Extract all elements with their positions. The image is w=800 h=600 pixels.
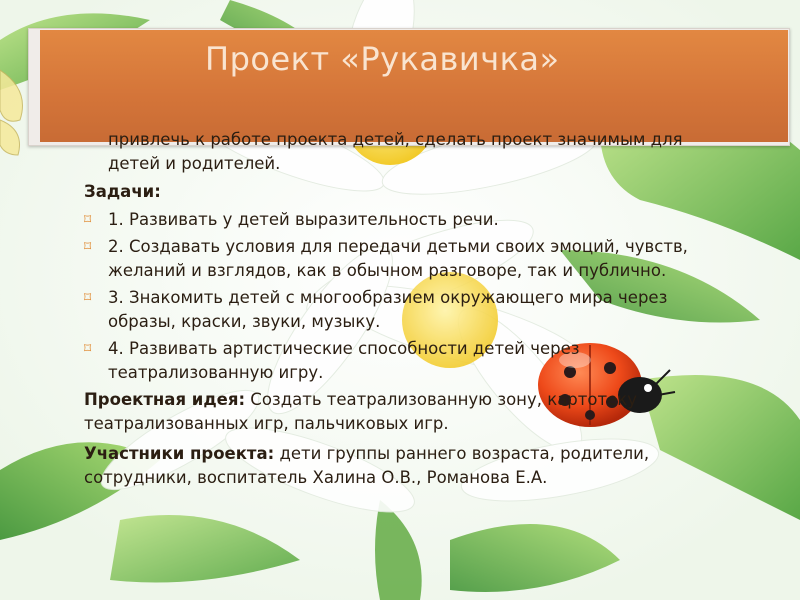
project-participants (84, 442, 724, 490)
task-item (84, 286, 724, 334)
project-idea-label: Проектная идея: (84, 390, 246, 409)
slide-content (84, 128, 724, 490)
task-text: 3. Знакомить детей с многообразием окружающего мира через образы, краски, звуки, музыку. (108, 288, 668, 331)
bullet-icon: ⌑ (84, 239, 92, 255)
tasks-heading: Задачи: (84, 182, 161, 201)
bullet-icon: ⌑ (84, 290, 92, 306)
task-item (84, 337, 724, 385)
participants-label: Участники проекта: (84, 444, 275, 463)
task-item (84, 208, 724, 232)
project-idea-text: Создать театрализованную зону, картотеку театрализованных игр, пальчиковых игр. (84, 390, 637, 433)
task-item (84, 235, 724, 283)
participants-text: дети группы раннего возраста, родители, сотрудники, воспитатель Халина О.В., Романова Е.А. (84, 444, 650, 487)
task-text: 1. Развивать у детей выразительность речи. (108, 210, 499, 229)
project-idea (84, 388, 724, 436)
task-text: 2. Создавать условия для передачи детьми своих эмоций, чувств, желаний и взглядов, как в обычном разговоре, так и публично. (108, 237, 688, 280)
slide-title: Проект «Рукавичка» (205, 40, 560, 78)
intro-continuation: привлечь к работе проекта детей, сделать проект значимым для детей и родителей. (108, 130, 683, 173)
task-text: 4. Развивать артистические способности детей через театрализованную игру. (108, 339, 580, 382)
bullet-icon: ⌑ (84, 341, 92, 357)
bullet-icon: ⌑ (84, 212, 92, 228)
tasks-list (84, 208, 724, 385)
